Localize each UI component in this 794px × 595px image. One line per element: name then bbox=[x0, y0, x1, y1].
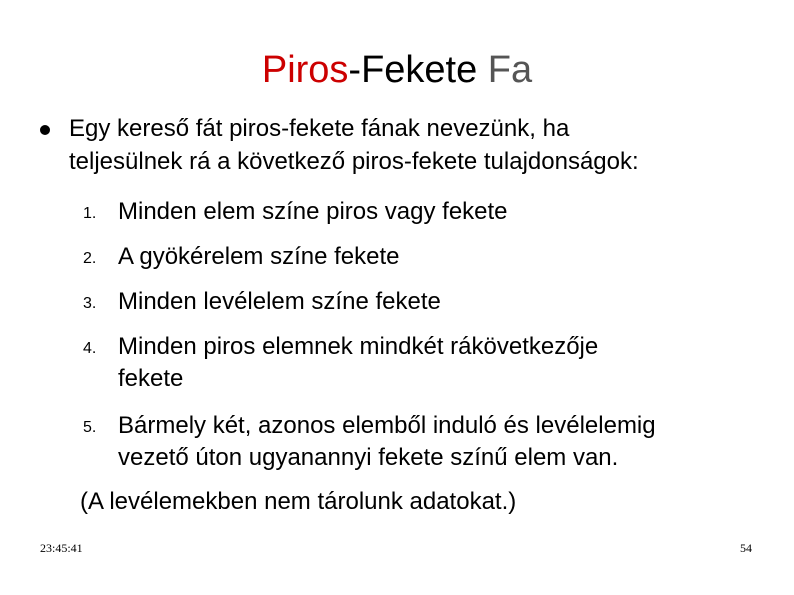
property-line-2: vezető úton ugyanannyi fekete színű elem van. bbox=[118, 444, 619, 471]
property-text bbox=[118, 331, 768, 395]
title-gray-part: Fa bbox=[477, 49, 533, 91]
title-red-part: Piros bbox=[261, 49, 349, 91]
intro-line-1: Egy kereső fát piros-fekete fának nevezünk, ha bbox=[69, 115, 570, 142]
property-number: 1. bbox=[83, 205, 97, 222]
property-line-1: Minden elem színe piros vagy fekete bbox=[118, 198, 508, 225]
property-line-2: fekete bbox=[118, 365, 184, 392]
property-text bbox=[118, 410, 768, 474]
property-text bbox=[118, 196, 768, 228]
title-black-part: -Fekete bbox=[348, 49, 478, 91]
property-line-1: Bármely két, azonos elemből induló és levélelemig bbox=[118, 412, 656, 439]
property-text bbox=[118, 241, 768, 273]
intro-text bbox=[69, 112, 769, 178]
bullet-dot-icon bbox=[40, 125, 50, 135]
property-line-1: A gyökérelem színe fekete bbox=[118, 243, 400, 270]
property-number: 2. bbox=[83, 250, 97, 267]
property-number: 5. bbox=[83, 419, 97, 436]
property-line-1: Minden levélelem színe fekete bbox=[118, 288, 441, 315]
property-text bbox=[118, 286, 768, 318]
property-number: 3. bbox=[83, 295, 97, 312]
footer-time: 23:45:41 bbox=[40, 541, 83, 555]
note-text: (A levélemekben nem tárolunk adatokat.) bbox=[80, 488, 517, 515]
slide-title bbox=[0, 46, 794, 94]
property-number: 4. bbox=[83, 340, 97, 357]
intro-line-2: teljesülnek rá a következő piros-fekete tulajdonságok: bbox=[69, 148, 639, 175]
footer-page-number: 54 bbox=[740, 541, 752, 555]
property-line-1: Minden piros elemnek mindkét rákövetkezője bbox=[118, 333, 599, 360]
